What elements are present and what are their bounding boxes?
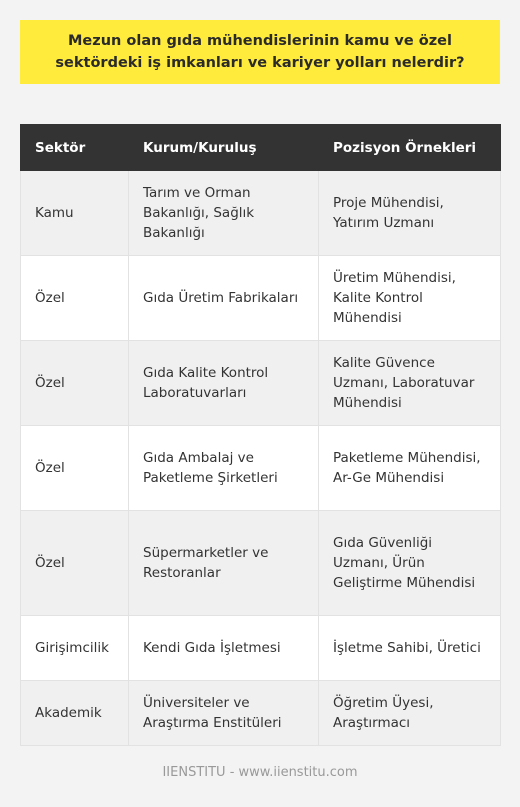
cell-institution: Gıda Üretim Fabrikaları	[129, 256, 319, 341]
table-row	[21, 616, 501, 681]
cell-positions: Proje Mühendisi, Yatırım Uzmanı	[319, 171, 501, 256]
header-sector: Sektör	[21, 125, 129, 171]
cell-positions: Kalite Güvence Uzmanı, Laboratuvar Mühendisi	[319, 341, 501, 426]
cell-positions: Gıda Güvenliği Uzmanı, Ürün Geliştirme Mühendisi	[319, 511, 501, 616]
cell-sector: Özel	[21, 256, 129, 341]
career-table	[20, 124, 501, 746]
cell-sector: Özel	[21, 426, 129, 511]
cell-sector: Girişimcilik	[21, 616, 129, 681]
cell-sector: Özel	[21, 341, 129, 426]
cell-institution: Tarım ve Orman Bakanlığı, Sağlık Bakanlığı	[129, 171, 319, 256]
header-institution: Kurum/Kuruluş	[129, 125, 319, 171]
cell-positions: İşletme Sahibi, Üretici	[319, 616, 501, 681]
cell-institution: Gıda Kalite Kontrol Laboratuvarları	[129, 341, 319, 426]
page-title: Mezun olan gıda mühendislerinin kamu ve özel sektördeki iş imkanları ve kariyer yolları nelerdir?	[55, 33, 465, 71]
table-header-row	[21, 125, 501, 171]
cell-sector: Özel	[21, 511, 129, 616]
header-positions: Pozisyon Örnekleri	[319, 125, 501, 171]
cell-sector: Akademik	[21, 681, 129, 746]
table-row	[21, 341, 501, 426]
table-row	[21, 681, 501, 746]
cell-institution: Üniversiteler ve Araştırma Enstitüleri	[129, 681, 319, 746]
cell-institution: Kendi Gıda İşletmesi	[129, 616, 319, 681]
cell-positions: Paketleme Mühendisi, Ar-Ge Mühendisi	[319, 426, 501, 511]
table-row	[21, 426, 501, 511]
table-row	[21, 256, 501, 341]
cell-positions: Üretim Mühendisi, Kalite Kontrol Mühendisi	[319, 256, 501, 341]
cell-sector: Kamu	[21, 171, 129, 256]
cell-positions: Öğretim Üyesi, Araştırmacı	[319, 681, 501, 746]
table-row	[21, 171, 501, 256]
table-row	[21, 511, 501, 616]
cell-institution: Süpermarketler ve Restoranlar	[129, 511, 319, 616]
footer-credit: IIENSTITU - www.iienstitu.com	[162, 765, 358, 780]
title-banner	[20, 20, 500, 84]
cell-institution: Gıda Ambalaj ve Paketleme Şirketleri	[129, 426, 319, 511]
